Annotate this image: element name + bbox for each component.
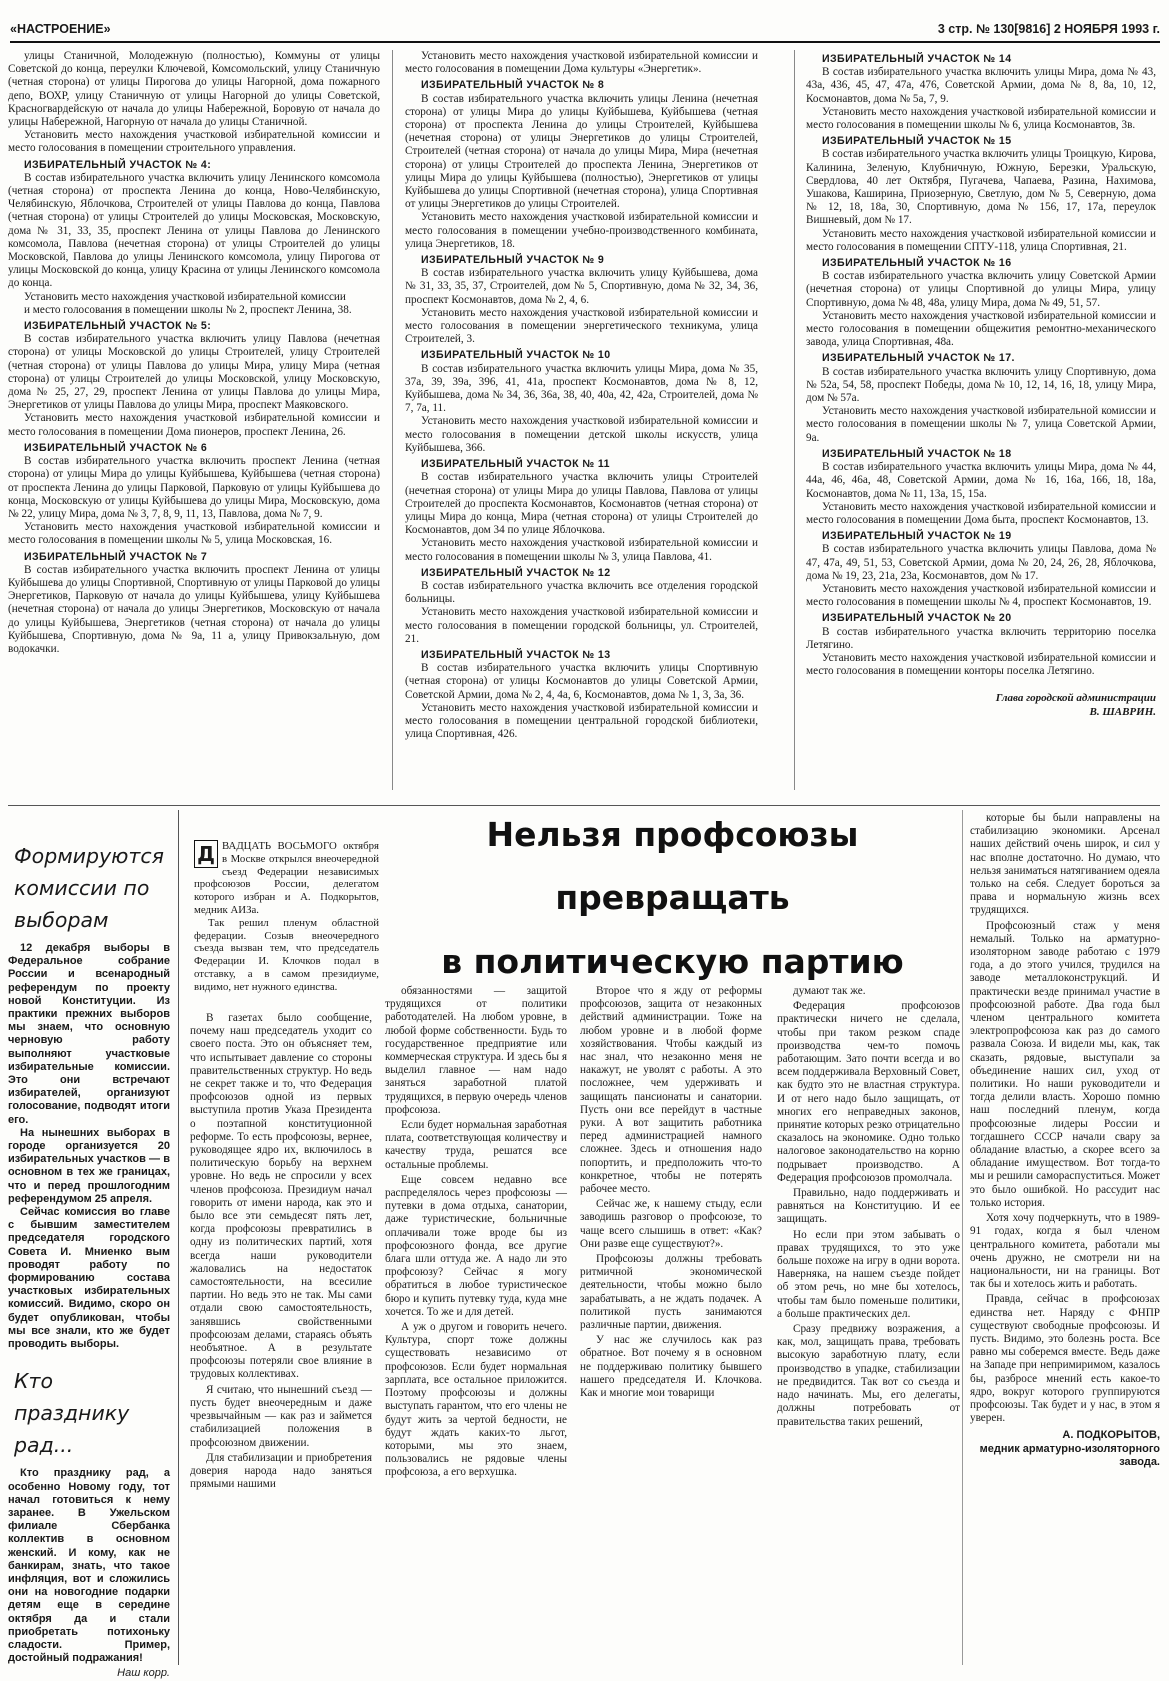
precinct-heading: ИЗБИРАТЕЛЬНЫЙ УЧАСТОК № 12: [421, 566, 611, 579]
article-column-1: [190, 1012, 372, 1667]
precinct-paragraph: Установить место нахождения участковой избирательной комиссии и место голосования в помещении городской больницы, ул. Строителей, 21.: [405, 606, 758, 645]
precinct-paragraph: В состав избирательного участка включить улицы Мира, дома № 44, 44а, 46, 46а, 48, Советской Армии, дома № 16, 16а, 166, 18, 18а, Космонавтов, дома № 11, 13а, 15, 15а.: [806, 461, 1156, 500]
sidebar-paragraph: Сейчас комиссия во главе с бывшим заместителем председателя городского Совета И. Мниенко вым проводят работу по формированию состава участковых избирательных комиссий. Видимо, скоро он будет опубликован, чтобы мы все знали, кто же будет проводить выборы.: [8, 1206, 170, 1351]
signature-name: В. ШАВРИН.: [1089, 705, 1156, 718]
article-paragraph: которые бы были направлены на стабилизацию экономики. Арсенал наших действий очень широк, и сил у нас вполне достаточно. Но думаю, что нельзя заниматься натягиванием одеяла только на себя. Следует бороться за права и нормальную жизнь всех трудящихся.: [970, 812, 1160, 917]
header-rule: [10, 41, 1160, 43]
precinct-paragraph: В состав избирательного участка включить проспект Ленина (четная сторона) от улицы Мира до улицы Куйбышева, Куйбышева (четная сторона) от проспекта Ленина до улицы Парковой, Парковую от улицы Куйбышева до конца, Московскую от улицы Куйбышева до улицы Мира, Московскую, дома № 22, улицу Мира, дома № 3, 7, 8, 9, 11, 13, Павлова, дома № 7, 9.: [8, 455, 380, 520]
precinct-paragraph: Установить место нахождения участковой избирательной комиссии и место голосования в помещении энергетического техникума, улица Строителей, 3.: [405, 306, 758, 346]
precinct-heading: ИЗБИРАТЕЛЬНЫЙ УЧАСТОК № 11: [421, 458, 610, 471]
article-headline-line-3: в политическую партию: [441, 942, 904, 981]
precinct-paragraph: В состав избирательного участка включить все отделения городской больницы.: [405, 579, 758, 606]
precinct-paragraph: В состав избирательного участка включить улицу Советской Армии (нечетная сторона) от улицы Спортивной до улицы Мира, улицу Спортивную, дома № 48, 48а, улицу Мира, дома № 49, 51, 57.: [806, 270, 1156, 309]
drop-cap: Д: [194, 840, 218, 868]
article-paragraph: Сейчас же, к нашему стыду, если заводишь разговор о профсоюзе, то чаще всего слышишь в ответ: «Как? Они разве еще существуют?».: [580, 1198, 762, 1250]
precinct-heading: ИЗБИРАТЕЛЬНЫЙ УЧАСТОК № 5:: [24, 320, 212, 333]
precinct-paragraph: Установить место нахождения участковой избирательной комиссии и место голосования в помещении СПТУ-118, улица Спортивная, 21.: [806, 227, 1156, 253]
article-column-2: [385, 985, 567, 1667]
precinct-paragraph: Установить место нахождения участковой избирательной комиссии и место голосования в помещении детской школы искусств, улица Куйбышева, 366.: [405, 415, 758, 454]
precinct-paragraph: Установить место нахождения участковой избирательной комиссии и место голосования в помещении Дома быта, проспект Космонавтов, 13.: [806, 500, 1156, 526]
sidebar: [8, 840, 170, 1680]
article-paragraph: Еще совсем недавно все распределялось через профсоюзы — путевки в дома отдыха, санатории, даже туристические, больничные оплачивали тоже вроде бы из профсоюзного фонда, все другие блага шли оттуда же. А надо ли это профсоюзу? Сейчас я могу обратиться в любое туристическое бюро и купить путевку туда, куда мне хочется. То же и для детей.: [385, 1173, 567, 1318]
precinct-paragraph: Установить место нахождения участковой избирательной комиссии и место голосования в помещении школы № 3, улица Павлова, 41.: [405, 537, 758, 563]
precinct-heading: ИЗБИРАТЕЛЬНЫЙ УЧАСТОК № 13: [421, 648, 611, 661]
precinct-paragraph: Установить место нахождения участковой избирательной комиссии и место голосования в помещении конторы поселка Летягино.: [806, 651, 1156, 678]
article-paragraph: Если будет нормальная заработная плата, соответствующая количеству и качеству труда, решатся все остальные проблемы.: [385, 1119, 567, 1171]
precinct-heading: ИЗБИРАТЕЛЬНЫЙ УЧАСТОК № 19: [822, 530, 1012, 543]
sidebar-divider: [178, 810, 179, 1665]
precinct-heading: ИЗБИРАТЕЛЬНЫЙ УЧАСТОК № 18: [822, 447, 1012, 460]
precinct-paragraph: Установить место нахождения участковой избирательной комиссии и место голосования в помещении центральной городской библиотеки, улица Спортивная, 426.: [405, 701, 758, 741]
announcement-column-3: [806, 50, 1156, 792]
precinct-heading: ИЗБИРАТЕЛЬНЫЙ УЧАСТОК № 9: [421, 254, 605, 267]
precinct-paragraph: Установить место нахождения участковой избирательной комиссии: [24, 290, 346, 303]
precinct-heading: ИЗБИРАТЕЛЬНЫЙ УЧАСТОК № 10: [421, 349, 611, 362]
precinct-paragraph: Установить место нахождения участковой избирательной комиссии и место голосования в помещении школы № 7, улица Советской Армии, 9а.: [806, 405, 1156, 444]
issue-info: 3 стр. № 130[9816] 2 НОЯБРЯ 1993 г.: [937, 22, 1160, 36]
article-paragraph: В газетах было сообщение, почему наш председатель уходит со своего поста. Это он объясняет тем, что испытывает давление со стороны правительственных структур. Но ведь не секрет также и то, что Федерация профсоюзов одной из первых выступила против Указа Президента о поэтапной конституционной реформе. То есть профсоюзы, вернее, руководящее ядро их, включилось в политическую борьбу на верхнем уровне. Но ведь не спросили у всех членов профсоюза. Президиум начал говорить от имени народа, как это и было все эти семьдесят пять лет, когда профсоюзы превратились в одну из политических партий, хотя всегда наши руководители жаловались на недостаток самостоятельности, на всесилие партии. Но ведь это не так. Мы сами отдали свою самостоятельность, занявшись свойственными профсоюзам делами, стараясь объять необъятное. А в результате профсоюзы потеряли свое влияние в трудовых коллективах.: [190, 1012, 372, 1381]
precinct-paragraph: улицы Станичной, Молодежную (полностью), Коммуны от улицы Советской до конца, переулки Ключевой, Комсомольский, улицу Станичную (четная сторона) от улицы Пирогова до улицы Нагорной, дома пожарного депо, ВОХР, улицу Станичную от улицы Нагорной до улицы Советской, Красногвардейскую от начала до улицы Набережной, Боровую от начала до улицы Набережной, Нагорную от начала до улицы Станичной.: [8, 50, 380, 129]
precinct-paragraph: Установить место нахождения участковой избирательной комиссии и место голосования в помещении школы № 4, проспект Космонавтов, 19.: [806, 582, 1156, 609]
precinct-paragraph: Установить место нахождения участковой избирательной комиссии и место голосования в помещении учебно-производственного комбината, улица Энергетиков, 18.: [405, 211, 758, 250]
sidebar-byline: Наш корр.: [117, 1667, 170, 1680]
precinct-paragraph: В состав избирательного участка включить улицы Строителей (нечетная сторона) от улицы Мира до улицы Павлова, Павлова от улицы Строителей до проспекта Космонавтов, Космонавтов (четная сторона) от улицы Мира до конца, Мира (четная сторона) от улицы Строителей до Космонавтов, дом 34 по улице Яблочкова.: [405, 471, 758, 537]
article-paragraph: У нас же случилось как раз обратное. Вот почему я в основном не поддерживаю политику бывшего нашего председателя И. Клочкова. Как и многие мои товарищи: [580, 1334, 762, 1400]
article-paragraph: Федерация профсоюзов практически ничего не сделала, чтобы при таком резком спаде производства чем-то помочь работающим. Зато почти всегда и во всем поддерживала Верховный Совет, как будто это не властная структура. И от него надо было защищать, от многих его неправедных законов, принятие которых резко отрицательно сказалось на экономике. Одно только налоговое законодательство на корню подрывает производство. А Федерация профсоюзов промолчала.: [777, 1000, 960, 1184]
precinct-heading: ИЗБИРАТЕЛЬНЫЙ УЧАСТОК № 4:: [24, 158, 212, 171]
sidebar-story-holiday: [8, 1467, 170, 1665]
precinct-paragraph: Установить место нахождения участковой избирательной комиссии и место голосования в помещении школы № 5, улица Московская, 16.: [8, 521, 380, 547]
sidebar-paragraph: 12 декабря выборы в Федеральное собрание России и всенародный референдум по проекту новой Конституции. Из практики прежних выборов мы знаем, что основную черновую работу выполняют участковые избирательные комиссии. Это они встречают избирателей, организуют голосование, подводят итоги его.: [8, 942, 170, 1126]
precinct-paragraph: В состав избирательного участка включить улицу Куйбышева, дома № 31, 33, 35, 37, Строителей, дом № 5, Спортивную, дома № 32, 34, 36, проспект Космонавтов, дома № 2, 4, 6.: [405, 267, 758, 306]
signature: [806, 692, 1156, 718]
author-role: медник арматурно-изоляторного завода.: [979, 1442, 1160, 1468]
precinct-heading: ИЗБИРАТЕЛЬНЫЙ УЧАСТОК № 7: [24, 550, 208, 563]
newspaper-name: «НАСТРОЕНИЕ»: [10, 22, 111, 36]
precinct-paragraph: В состав избирательного участка включить проспект Ленина от улицы Куйбышева до улицы Спортивной, Спортивную от улицы Парковой до улицы Энергетиков, Парковую от начала до улицы Куйбышева, улицу Куйбышева (нечетная сторона) от начала до улицы Энергетиков, Московскую от начала до улицы Куйбышева, Энергетиков (четная сторона) от начала до улицы Куйбышева, Спортивную, дома № 9а, 11 а, улицу Привокзальную, дом водокачки.: [8, 563, 380, 655]
article-paragraph: Профсоюзный стаж у меня немалый. Только на арматурно-изоляторном заводе работаю с 1979 года, а до этого учился, трудился на заводе металлоконструкций. И практически везде принимал участие в профсоюзной работе. Два года был членом центрального комитета электропрофсоюза как раз до самого развала Союза. И видели мы, как, так сказать, рядовые, выступали за объединение наших сил, уход от политики. Но наши руководители и тогда делили власть. Хорошо помню наш последний пленум, когда профсоюзные лидеры России и тогдашнего СССР начали свару за обладание властью, а скорее всего за обладание имуществом. Вот тогда-то мы и решили самораспуститься. Может это было ошибкой. Но рассудит нас только история.: [970, 919, 1160, 1209]
precinct-paragraph: В состав избирательного участка включить территорию поселка Летягино.: [806, 625, 1156, 651]
article-headline-line-1: Нельзя профсоюзы: [486, 815, 859, 854]
article-paragraph: Хотя хочу подчеркнуть, что в 1989-91 годах, когда я был членом центрального комитета, работали мы очень дружно, не смотрели ни на национальности, ни на границы. Вот так бы и хотелось жить и работать.: [970, 1212, 1160, 1291]
article-paragraph: думают так же.: [793, 985, 866, 997]
sidebar-story-commissions: [8, 942, 170, 1351]
article-intro: [194, 840, 379, 993]
precinct-heading: ИЗБИРАТЕЛЬНЫЙ УЧАСТОК № 20: [822, 612, 1012, 625]
article-paragraph: Правда, сейчас в профсоюзах единства нет. Наряду с ФНПР существуют свободные профсоюзы. И пусть. Видимо, это болезнь роста. Все равно мы соберемся вместе. Ведь даже на Западе при непримиримом, казалось бы, разбросе мнений есть какое-то ядро, вокруг которого группируются профсоюзы. Так будет и у нас, в этом я уверен.: [970, 1293, 1160, 1425]
article-paragraph: обязанностями — защитой трудящихся от политики работодателей. На любом уровне, в любой форме собственности. Будь то государственное предприятие или коммерческая структура. И здесь бы я выделил главное — нам надо заняться заработной платой трудящихся, в первую очередь членов профсоюза.: [385, 985, 567, 1116]
precinct-heading: ИЗБИРАТЕЛЬНЫЙ УЧАСТОК № 16: [822, 257, 1012, 270]
announcement-column-2: [405, 50, 758, 792]
precinct-heading: ИЗБИРАТЕЛЬНЫЙ УЧАСТОК № 14: [822, 53, 1012, 65]
precinct-paragraph: В состав избирательного участка включить улицы Мира, дома № 35, 37а, 39, 39а, 396, 41, 41а, проспект Космонавтов, дома № 8, 12, Куйбышева, дома № 34, 36, 36а, 38, 40, 40а, 42, 42а, Строителей, дома № 7, 7а, 11.: [405, 362, 758, 415]
precinct-heading: ИЗБИРАТЕЛЬНЫЙ УЧАСТОК № 17.: [822, 352, 1015, 365]
author-name: А. ПОДКОРЫТОВ,: [1062, 1429, 1160, 1442]
article-paragraph: Я считаю, что нынешний съезд — пусть будет внеочередным и даже чрезвычайным — как раз и займется стабилизацией положения в профсоюзном движении.: [190, 1383, 372, 1449]
precinct-paragraph: и место голосования в помещении школы № 2, проспект Ленина, 38.: [24, 303, 352, 316]
precinct-paragraph: В состав избирательного участка включить улицы Мира, дома № 43, 43а, 436, 45, 47, 47а, 476, Советской Армии, дома № 8, 8а, 10, 12, Космонавтов, дома № 5а, 7, 9.: [806, 66, 1156, 105]
precinct-paragraph: Установить место нахождения участковой избирательной комиссии и место голосования в помещении Дома пионеров, проспект Ленина, 26.: [8, 412, 380, 438]
article-column-3: [580, 985, 762, 1667]
article-column-5-body: [970, 812, 1160, 1425]
article-column-4: [777, 985, 960, 1667]
sidebar-paragraph: Кто празднику рад, а особенно Новому году, тот начал готовиться к нему заранее. В Ужельском филиале Сбербанка коллектив в основном женский. И кому, как не банкирам, знать, что такое инфляция, вот и сложились они на новогодние подарки детям еще в середине октября да и стали приобретать потихоньку сладости. Пример, достойный подражания!: [8, 1467, 170, 1665]
article-paragraph: Для стабилизации и приобретения доверия народа надо заняться прямыми нашими: [190, 1451, 372, 1491]
article-paragraph: Профсоюзы должны требовать ритмичной экономической деятельности, чтобы можно было зарабатывать, а не ждать подачек. А политикой пусть занимаются различные партии, движения.: [580, 1253, 762, 1332]
precinct-paragraph: Установить место нахождения участковой избирательной комиссии и место голосования в помещении строительного управления.: [8, 129, 380, 155]
article-paragraph: Второе что я жду от реформы профсоюзов, защита от незаконных действий администрации. Тоже на любом уровне и в любой форме хозяйствования. Чтобы каждый из нас знал, что незаконно меня не накажут, не уволят с работы. А это посложнее, чем удерживать и защищать пансионаты и санатории. Пусть они все перейдут в частные руки. А вот защитить работника перед администрацией намного сложнее. Здесь и отношения надо попортить, и предположить что-то конкретное, чтобы не потерять рабочее место.: [580, 985, 762, 1196]
sidebar-paragraph: На нынешних выборах в городе организуется 20 избирательных участков — в основном в тех же границах, что и перед прошлогодним референдумом 25 апреля.: [8, 1126, 170, 1205]
precinct-paragraph: В состав избирательного участка включить улицы Троицкую, Кирова, Калинина, Зеленую, Клубничную, Южную, Березки, Уральскую, Свердлова, 40 лет Октября, Пугачева, Чапаева, Разина, Нахимова, Ушакова, Каширина, Приозерную, Светлую, дом № 5, Северную, дома № 12, 18, 18а, 30, Спортивную, дома № 156, 17, 17а, переулок Вишневый, дом № 17.: [806, 148, 1156, 227]
precinct-paragraph: В состав избирательного участка включить улицы Павлова, дома № 47, 47а, 49, 51, 53, Советской Армии, дома № 20, 24, 26, 28, Яблочкова, дома № 19, 23, 21а, 23а, Космонавтов, дом № 17.: [806, 543, 1156, 582]
sidebar-headline-holiday: Кто празднику рад...: [14, 1369, 130, 1458]
precinct-paragraph: В состав избирательного участка включить улицу Спортивную, дома № 52а, 54, 58, проспект Победы, дома № 10, 12, 14, 16, 18, улицу Мира, дом № 57а.: [806, 365, 1156, 405]
article-headline-line-2: превращать: [555, 878, 790, 917]
precinct-paragraph: В состав избирательного участка включить улицу Ленинского комсомола (четная сторона) от проспекта Ленина до конца, Ново-Челябинскую, Челябинскую, Яблочкова, Строителей от улицы Павлова до конца, Павлова (четная сторона) от улицы Строителей до улицы Московская, Московскую, дома № 31, 33, 35, проспект Ленина от улицы Павлова до Ленинского комсомола, Павлова (нечетная сторона) от улицы Строителей до улицы Московской, Павлова до улицы Ленинского комсомола, улицу Пирогова от улицы Московской до конца, улицу Красина от улицы Ленинского комсомола до конца.: [8, 171, 380, 290]
intro-paragraph: Так решил пленум областной федерации. Созыв внеочередного съезда вызван тем, что председатель Федерации И. Клочков подал в отставку, а в самом президиуме, видимо, нет нужного единства.: [194, 916, 379, 993]
precinct-heading: ИЗБИРАТЕЛЬНЫЙ УЧАСТОК № 6: [24, 441, 208, 454]
article-paragraph: Сразу предвижу возражения, а как, мол, защищать права, требовать высокую заработную плату, если производство в упадке, стабилизации не предвидится. Так вот со съезда и надо начинать. Мы, его делегаты, должны потребовать от правительства таких решений,: [777, 1323, 960, 1428]
precinct-paragraph: В состав избирательного участка включить улицы Спортивную (четная сторона) от улицы Космонавтов до улицы Советской Армии, Советской Армии, дома № 2, 4, 4а, 6, Космонавтов, дома № 1, 3, 3а, 36.: [405, 662, 758, 701]
section-rule: [8, 805, 1160, 806]
precinct-paragraph: Установить место нахождения участковой избирательной комиссии и место голосования в помещении школы № 6, улица Космонавтов, 3в.: [806, 105, 1156, 132]
article-column-5: [970, 812, 1160, 1667]
page-header: [10, 22, 1160, 40]
article-paragraph: Правильно, надо поддерживать и равняться на Конституцию. И ее защищать.: [777, 1187, 960, 1226]
article-column-divider: [962, 810, 963, 1665]
article-paragraph: А уж о другом и говорить нечего. Культура, спорт тоже должны существовать независимо от профсоюзов. Если будет нормальная зарплата, все остальное приложится. Поэтому профсоюзы и должны выступать гарантом, что его члены не будут жить за чертой бедности, не будут ждать каких-то льгот, которыми, мы это знаем, пользовались не рядовые члены профсоюза, а его верхушка.: [385, 1321, 567, 1479]
column-divider: [392, 50, 393, 790]
precinct-heading: ИЗБИРАТЕЛЬНЫЙ УЧАСТОК № 8: [421, 79, 605, 92]
precinct-paragraph: В состав избирательного участка включить улицу Павлова (нечетная сторона) от улицы Московской до улицы Строителей, улицу Строителей (четная сторона) от улицы Павлова до улицы Мира, улицу Мира (четная сторона) от улицы Строителей до улицы Московской, улицу Московскую, дома № 25, 27, 29, проспект Ленина от улицы Павлова до улицы Мира, Энергетиков от улицы Павлова до улицы Мира, проспект Маяковского.: [8, 333, 380, 412]
column-3-body: [806, 53, 1156, 678]
intro-paragraph: ВАДЦАТЬ ВОСЬМОГО октября в Москве открылся внеочередной съезд Федерации независимых профсоюзов России, делегатом которого избран и А. Подкорытов, медник АИЗа.: [194, 840, 379, 916]
precinct-heading: ИЗБИРАТЕЛЬНЫЙ УЧАСТОК № 15: [822, 135, 1012, 148]
announcement-column-1: [8, 50, 380, 792]
signature-role: Глава городской администрации: [995, 692, 1156, 705]
precinct-paragraph: Установить место нахождения участковой избирательной комиссии и место голосования в помещении Дома культуры «Энергетик».: [405, 50, 758, 76]
column-divider: [794, 50, 795, 790]
precinct-paragraph: В состав избирательного участка включить улицы Ленина (нечетная сторона) от улицы Мира до улицы Куйбышева, Куйбышева (четная сторона) от проспекта Ленина до улицы Строителей, Куйбышева (нечетная сторона) от улицы Энергетиков до улицы Строителей, Строителей (четная сторона) от начала до улицы Мира, Мира (нечетная сторона) от улицы Строителей до проспекта Ленина, Энергетиков от улицы Мира до улицы Куйбышева (полностью), Энергетиков от улицы Куйбышева до улицы Спортивной (нечетная сторона), улица Спортивная от улицы Энергетиков до улицы Строителей.: [405, 92, 758, 211]
precinct-paragraph: Установить место нахождения участковой избирательной комиссии и место голосования в помещении общежития ремонтно-механического завода, улица Спортивная, 48а.: [806, 309, 1156, 349]
article-paragraph: Но если при этом забывать о правах трудящихся, то это уже больше похоже на игру в одни ворота. Наверняка, на нашем съезде пойдет об этом речь, но мне бы хотелось, чтобы там было поменьше политики, а больше практических дел.: [777, 1228, 960, 1320]
sidebar-headline-commissions: Формируются комиссии по выборам: [14, 844, 164, 932]
article-signature: [970, 1429, 1160, 1469]
